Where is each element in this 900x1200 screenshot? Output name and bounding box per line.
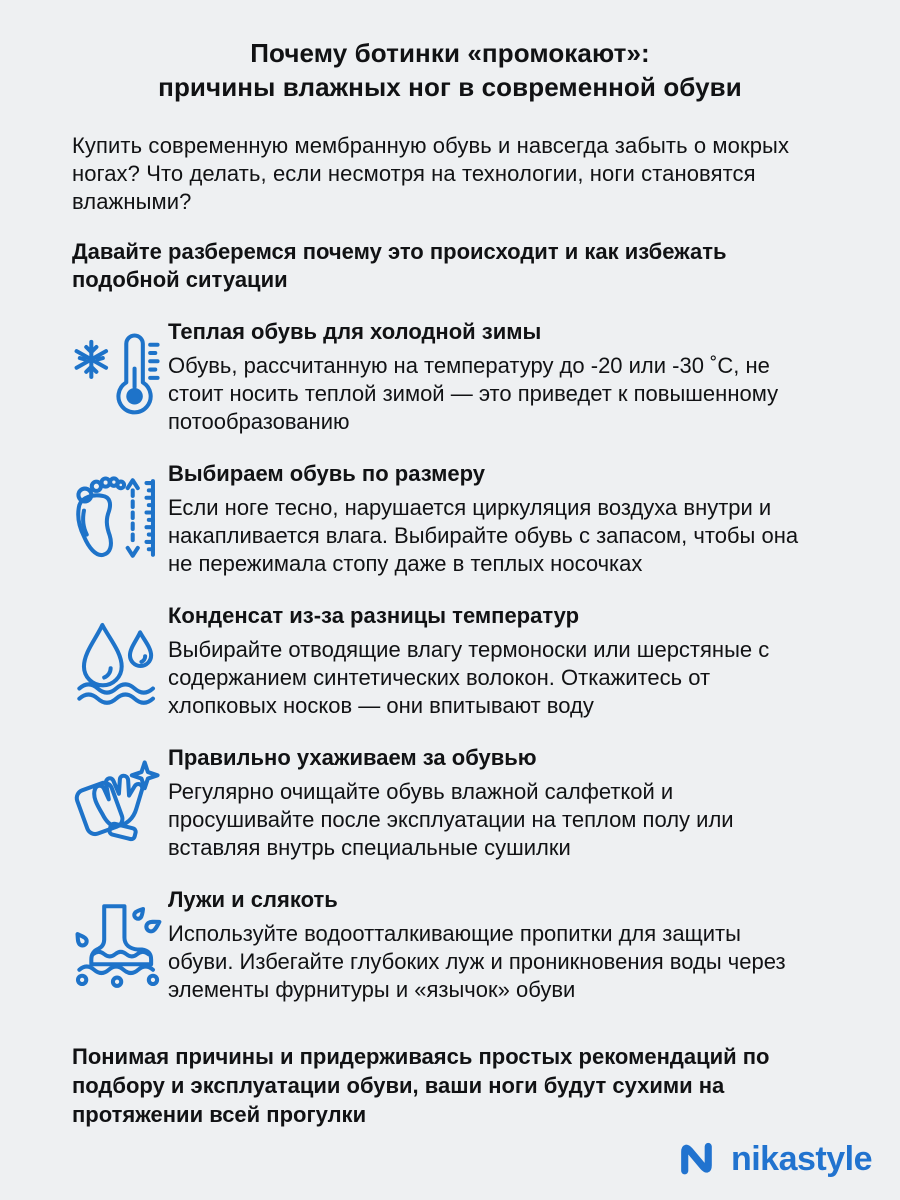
section-body: Обувь, рассчитанную на температуру до -20 или -30 ˚С, не стоит носить теплой зимой — это приведет к повышенному потообразованию: [168, 353, 779, 434]
page-title-line1: Почему ботинки «промокают»:: [250, 38, 650, 68]
brand-logo: [678, 1136, 872, 1183]
section-title: Конденсат из-за разницы температур: [168, 603, 580, 628]
conclusion-paragraph: Понимая причины и придерживаясь простых рекомендаций по подбору и эксплуатации обуви, ваши ноги будут сухими на протяжении всей прогулки: [72, 1044, 770, 1127]
section-body: Если ноге тесно, нарушается циркуляция воздуха внутри и накапливается влага. Выбирайте обувь с запасом, чтобы она не пережимала стопу даже в теплых носочках: [168, 495, 799, 576]
section-body: Регулярно очищайте обувь влажной салфеткой и просушивайте после эксплуатации на теплом полу или вставляя внутрь специальные сушилки: [168, 779, 734, 860]
section-body: Выбирайте отводящие влагу термоноски или шерстяные с содержанием синтетических волокон. Откажитесь от хлопковых носков — они впитывают воду: [168, 637, 770, 718]
page-title: [0, 0, 900, 104]
section-title: Теплая обувь для холодной зимы: [168, 319, 542, 344]
intro-paragraph: Купить современную мембранную обувь и навсегда забыть о мокрых ногах? Что делать, если несмотря на технологии, ноги становятся влажными?: [72, 133, 790, 214]
section-row-puddles: [72, 886, 828, 1004]
brand-name: nikastyle: [730, 1140, 872, 1178]
section-row-shoe-size: [72, 460, 828, 578]
section-title: Лужи и слякоть: [168, 887, 338, 912]
foot-measure-icon: [72, 460, 168, 564]
page-title-line2: причины влажных ног в современной обуви: [158, 72, 742, 102]
section-row-condensation: [72, 602, 828, 720]
section-title: Правильно ухаживаем за обувью: [168, 745, 537, 770]
snowflake-thermometer-icon: [72, 318, 168, 422]
water-drops-icon: [72, 602, 168, 706]
cleaning-wipe-icon: [72, 744, 168, 848]
section-row-warm-boots: [72, 318, 828, 436]
tips-list: [72, 318, 828, 1004]
brand-mark-icon: [678, 1136, 720, 1183]
section-body: Используйте водоотталкивающие пропитки для защиты обуви. Избегайте глубоких луж и проникновения воды через элементы фурнитуры и «язычок» обуви: [168, 921, 786, 1002]
section-row-shoe-care: [72, 744, 828, 862]
lead-paragraph: Давайте разберемся почему это происходит и как избежать подобной ситуации: [72, 239, 727, 292]
boot-puddle-icon: [72, 886, 168, 990]
section-title: Выбираем обувь по размеру: [168, 461, 485, 486]
